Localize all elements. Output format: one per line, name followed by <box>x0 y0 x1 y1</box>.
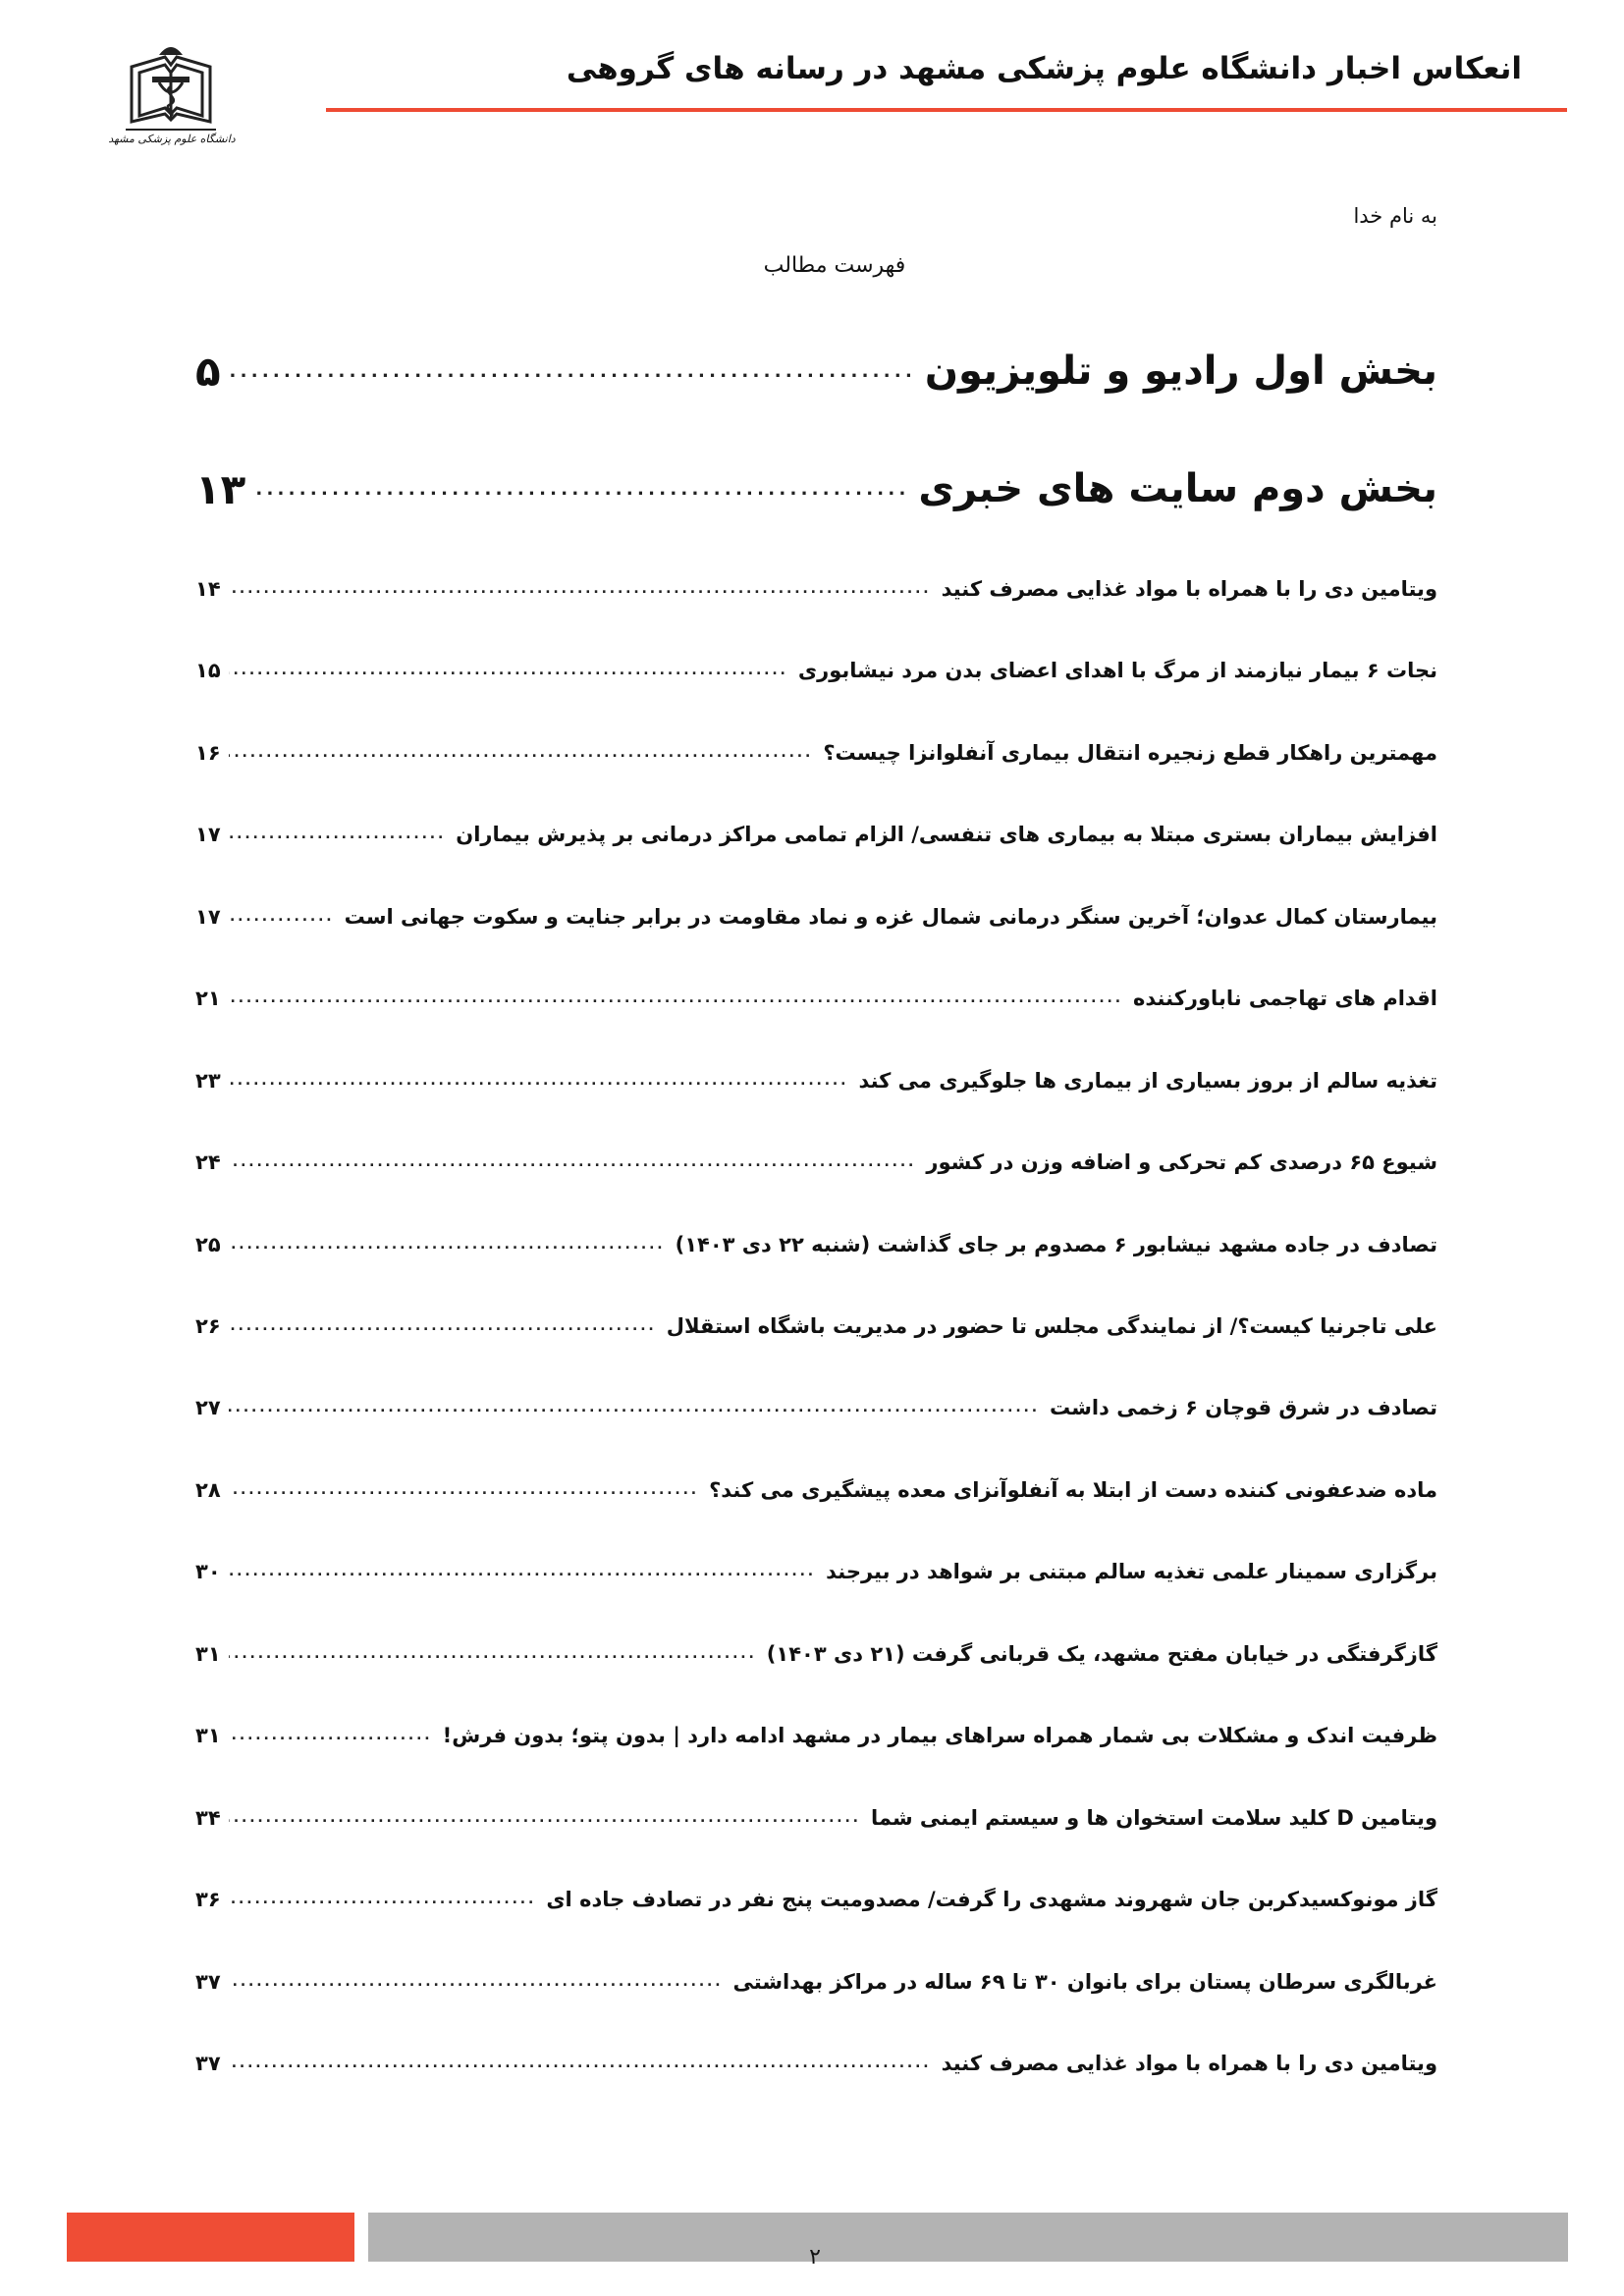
toc-entry[interactable] <box>195 1625 1437 1683</box>
toc-entry-page: ۳۷ <box>195 1970 221 1994</box>
toc-leader-dots <box>229 2056 928 2071</box>
basmala: به نام خدا <box>1353 204 1437 228</box>
toc-entry-title: غربالگری سرطان پستان برای بانوان ۳۰ تا ۶۹ ساله در مراکز بهداشتی <box>732 1970 1437 1994</box>
toc-entry-page: ۳۱ <box>195 1642 221 1666</box>
toc-leader-dots <box>229 909 331 925</box>
toc-entry[interactable] <box>195 2034 1437 2093</box>
toc-leader-dots <box>229 1482 695 1498</box>
toc-entry-page: ۱۷ <box>195 905 221 929</box>
toc-entry-title: گاز مونوکسیدکربن جان شهروند مشهدی را گرفت/ مصدومیت پنج نفر در تصادف جاده ای <box>546 1888 1437 1911</box>
toc-entry[interactable] <box>195 1133 1437 1192</box>
toc-entry[interactable] <box>195 1215 1437 1274</box>
toc-entry-page: ۲۶ <box>195 1314 221 1338</box>
toc-entry-title: برگزاری سمینار علمی تغذیه سالم مبتنی بر شواهد در بیرجند <box>826 1560 1437 1583</box>
toc-entry[interactable] <box>195 560 1437 618</box>
toc-leader-dots <box>229 581 928 597</box>
toc-section-title: بخش اول رادیو و تلویزیون <box>924 348 1437 394</box>
toc-entry-title: افزایش بیماران بستری مبتلا به بیماری های تنفسی/ الزام تمامی مراکز درمانی بر پذیرش بیماران <box>456 823 1437 846</box>
toc-section-radio-tv[interactable] <box>195 342 1437 400</box>
toc-entry-title: بیمارستان کمال عدوان؛ آخرین سنگر درمانی شمال غزه و نماد مقاومت در برابر جنایت و سکوت جهانی است <box>344 905 1437 929</box>
toc-entry-page: ۲۸ <box>195 1478 221 1502</box>
toc-leader-dots <box>229 1154 913 1170</box>
toc-leader-dots <box>229 1728 429 1743</box>
toc-entry-page: ۱۷ <box>195 823 221 846</box>
toc-section-title: بخش دوم سایت های خبری <box>918 466 1437 511</box>
toc-entry-page: ۲۴ <box>195 1150 221 1174</box>
toc-entry-page: ۲۷ <box>195 1396 221 1419</box>
toc-leader-dots <box>253 479 904 500</box>
toc-leader-dots <box>229 990 1119 1006</box>
toc-leader-dots <box>229 1564 812 1579</box>
toc-entry-title: تغذیه سالم از بروز بسیاری از بیماری ها جلوگیری می کند <box>858 1069 1437 1093</box>
toc-leader-dots <box>229 663 785 678</box>
toc-entry[interactable] <box>195 641 1437 700</box>
toc-entry-page: ۳۶ <box>195 1888 221 1911</box>
toc-entry[interactable] <box>195 1378 1437 1437</box>
toc-leader-dots <box>229 1810 857 1826</box>
toc-entry[interactable] <box>195 1952 1437 2011</box>
toc-leader-dots <box>229 1974 720 1990</box>
toc-entry-title: علی تاجرنیا کیست؟/ از نمایندگی مجلس تا حضور در مدیریت باشگاه استقلال <box>666 1314 1437 1338</box>
toc-entry-title: مهمترین راهکار قطع زنجیره انتقال بیماری آنفلوانزا چیست؟ <box>823 741 1437 765</box>
toc-entry-page: ۳۰ <box>195 1560 221 1583</box>
toc-entry[interactable] <box>195 1461 1437 1520</box>
toc-entry-title: ویتامین دی را با همراه با مواد غذایی مصرف کنید <box>941 577 1437 601</box>
toc-entry[interactable] <box>195 1789 1437 1847</box>
toc-entry[interactable] <box>195 1706 1437 1765</box>
toc-leader-dots <box>229 1318 653 1334</box>
toc-entry-title: ماده ضدعفونی کننده دست از ابتلا به آنفلوآنزای معده پیشگیری می کند؟ <box>709 1478 1437 1502</box>
toc-leader-dots <box>229 1400 1036 1415</box>
toc-entry-page: ۱۶ <box>195 741 221 765</box>
toc-entry-title: نجات ۶ بیمار نیازمند از مرگ با اهدای اعضای بدن مرد نیشابوری <box>797 659 1437 682</box>
toc-section-news-sites[interactable] <box>195 459 1437 518</box>
toc-leader-dots <box>229 745 810 761</box>
page-number: ۲ <box>809 2245 821 2269</box>
toc-entry-page: ۱۴ <box>195 577 221 601</box>
toc-entry-page: ۱۵ <box>195 659 221 682</box>
toc-entry-title: شیوع ۶۵ درصدی کم تحرکی و اضافه وزن در کشور <box>926 1150 1437 1174</box>
toc-entry-page: ۳۴ <box>195 1806 221 1830</box>
toc-entry[interactable] <box>195 1870 1437 1929</box>
toc-entry[interactable] <box>195 969 1437 1028</box>
toc-entry[interactable] <box>195 887 1437 946</box>
toc-entry[interactable] <box>195 1542 1437 1601</box>
toc-leader-dots <box>229 827 443 842</box>
toc-entry-page: ۳۷ <box>195 2052 221 2075</box>
toc-entry-title: ویتامین دی را با همراه با مواد غذایی مصرف کنید <box>941 2052 1437 2075</box>
toc-entry-page: ۲۵ <box>195 1233 221 1256</box>
toc-entry-title: تصادف در شرق قوچان ۶ زخمی داشت <box>1050 1396 1437 1419</box>
toc-title: فهرست مطالب <box>763 253 906 278</box>
toc-entry-title: گازگرفتگی در خیابان مفتح مشهد، یک قربانی گرفت (۲۱ دی ۱۴۰۳) <box>766 1642 1437 1666</box>
toc-entry[interactable] <box>195 1051 1437 1110</box>
toc-entry-title: ویتامین D کلید سلامت استخوان ها و سیستم ایمنی شما <box>870 1806 1437 1830</box>
toc-entry[interactable] <box>195 1297 1437 1356</box>
logo-caption: دانشگاه علوم پزشکی مشهد <box>108 133 236 145</box>
toc-entry-title: تصادف در جاده مشهد نیشابور ۶ مصدوم بر جای گذاشت (شنبه ۲۲ دی ۱۴۰۳) <box>675 1233 1437 1256</box>
toc-leader-dots <box>229 1237 662 1253</box>
footer-accent-bar <box>67 2213 354 2262</box>
toc-leader-dots <box>229 1892 533 1907</box>
toc-entry-title: اقدام های تهاجمی ناباورکننده <box>1133 987 1437 1010</box>
header-title: انعکاس اخبار دانشگاه علوم پزشکی مشهد در رسانه های گروهی <box>566 51 1522 86</box>
toc-section-page: ۱۳ <box>195 464 246 513</box>
toc-section-page: ۵ <box>195 347 221 396</box>
toc-entry-page: ۳۱ <box>195 1724 221 1747</box>
footer-bar <box>368 2213 1568 2262</box>
toc-entry[interactable] <box>195 723 1437 782</box>
toc-leader-dots <box>229 1073 845 1089</box>
toc-entry[interactable] <box>195 805 1437 864</box>
toc-entry-page: ۲۱ <box>195 987 221 1010</box>
toc-entry-title: ظرفیت اندک و مشکلات بی شمار همراه سراهای بیمار در مشهد ادامه دارد | بدون پتو؛ بدون فرش! <box>442 1724 1437 1747</box>
toc-leader-dots <box>229 1646 753 1662</box>
toc-leader-dots <box>229 361 911 382</box>
university-seal-icon <box>108 37 236 165</box>
toc-entry-page: ۲۳ <box>195 1069 221 1093</box>
header-divider <box>326 108 1567 112</box>
